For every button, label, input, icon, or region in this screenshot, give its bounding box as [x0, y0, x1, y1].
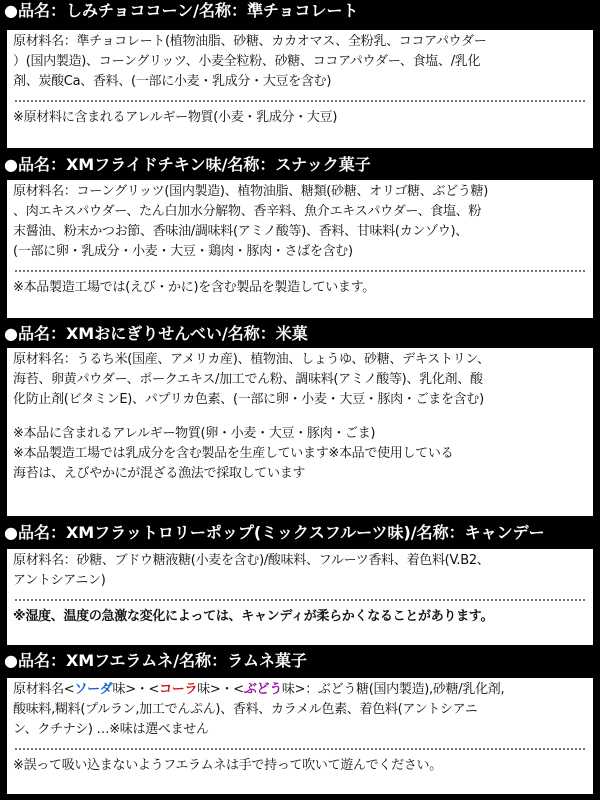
section-3-line: 化防止剤(ビタミンE)、パプリカ色素、(一部に卵・小麦・大豆・豚肉・ごまを含む): [13, 392, 484, 407]
section-1-line: ）(国内製造)、コーングリッツ、小麦全粒粉、砂糖、ココアパウダー、食塩、/乳化: [13, 54, 481, 69]
section-4-panel: [7, 549, 593, 645]
section-5-line: ン、クチナシ) …※味は選べません: [13, 722, 209, 737]
section-2-line: 末醤油、粉末かつお節、香味油/調味料(アミノ酸等)、香料、甘味料(カンゾウ)、: [13, 224, 468, 239]
section-4-line: 原材料名：砂糖、ブドウ糖液糖(小麦を含む)/酸味料、フルーツ香料、着色料(V.B2、: [13, 553, 490, 568]
section-2-panel: [7, 180, 593, 318]
section-1-header: ●品名：しみチョココーン/名称：準チョコレート: [4, 1, 359, 20]
section-3-line: 原材料名：うるち米(国産、アメリカ産)、植物油、しょうゆ、砂糖、デキストリン、: [13, 352, 490, 367]
prefix-text: 原材料名<: [13, 682, 75, 697]
section-2-header: ●品名：XMフライドチキン味/名称：スナック菓子: [4, 155, 371, 174]
seaweed-note: 海苔は、えびやかにが混ざる漁法で採取しています: [13, 466, 306, 481]
factory-note: ※本品製造工場では乳成分を含む製品を生産しています※本品で使用している: [13, 446, 454, 461]
section-5-rich-line: [13, 680, 587, 700]
dotted-divider: [15, 262, 585, 272]
humidity-note: ※湿度、温度の急激な変化によっては、キャンディが柔らかくなることがあります。: [13, 609, 494, 624]
factory-note: ※本品製造工場では(えび・かに)を含む製品を製造しています。: [13, 280, 375, 295]
separator-text: 味>・<: [112, 682, 160, 697]
grape-flavor: ぶどう: [243, 682, 282, 697]
section-1-panel: [7, 30, 593, 148]
section-2-line: 、肉エキスパウダー、たん白加水分解物、香辛料、魚介エキスパウダー、食塩、粉: [13, 204, 482, 219]
section-3-line: 海苔、卵黄パウダー、ポークエキス/加工でん粉、調味料(アミノ酸等)、乳化剤、酸: [13, 372, 483, 387]
section-3-panel: [7, 348, 593, 516]
section-2-line: (一部に卵・乳成分・小麦・大豆・鶏肉・豚肉・さばを含む): [13, 244, 353, 259]
section-1-line: 原材料名：準チョコレート(植物油脂、砂糖、カカオマス、全粉乳、ココアパウダー: [13, 34, 487, 49]
separator-text: 味>・<: [197, 682, 244, 697]
section-1-line: 剤、炭酸Ca、香料、(一部に小麦・乳成分・大豆を含む): [13, 74, 332, 89]
usage-note: ※誤って吸い込まないようフエラムネは手で持って吹いて遊んでください。: [13, 758, 442, 773]
dotted-divider: [15, 92, 585, 102]
dotted-divider: [15, 740, 585, 750]
allergen-note: ※原材料に含まれるアレルギー物質(小麦・乳成分・大豆): [13, 110, 338, 125]
section-3-header: ●品名：XMおにぎりせんべい/名称：米菓: [4, 324, 308, 343]
section-5-line: 酸味料,糊料(プルラン,加工でんぷん)、香料、カラメル色素、着色料(アントシアニ: [13, 702, 478, 717]
soda-flavor: ソーダ: [74, 682, 113, 697]
section-4-line: アントシアニン): [13, 573, 106, 588]
dotted-divider: [15, 591, 585, 601]
allergen-note: ※本品に含まれるアレルギー物質(卵・小麦・大豆・豚肉・ごま): [13, 426, 376, 441]
section-5-header: ●品名：XMフエラムネ/名称：ラムネ菓子: [4, 651, 307, 670]
section-5-panel: [7, 678, 593, 794]
section-4-header: ●品名：XMフラットロリーポップ(ミックスフルーツ味)/名称：キャンデー: [4, 523, 545, 542]
section-2-line: 原材料名：コーングリッツ(国内製造)、植物油脂、糖類(砂糖、オリゴ糖、ぶどう糖): [13, 184, 488, 199]
cola-flavor: コーラ: [159, 682, 198, 697]
suffix-text: 味>：ぶどう糖(国内製造),砂糖/乳化剤,: [281, 682, 505, 697]
